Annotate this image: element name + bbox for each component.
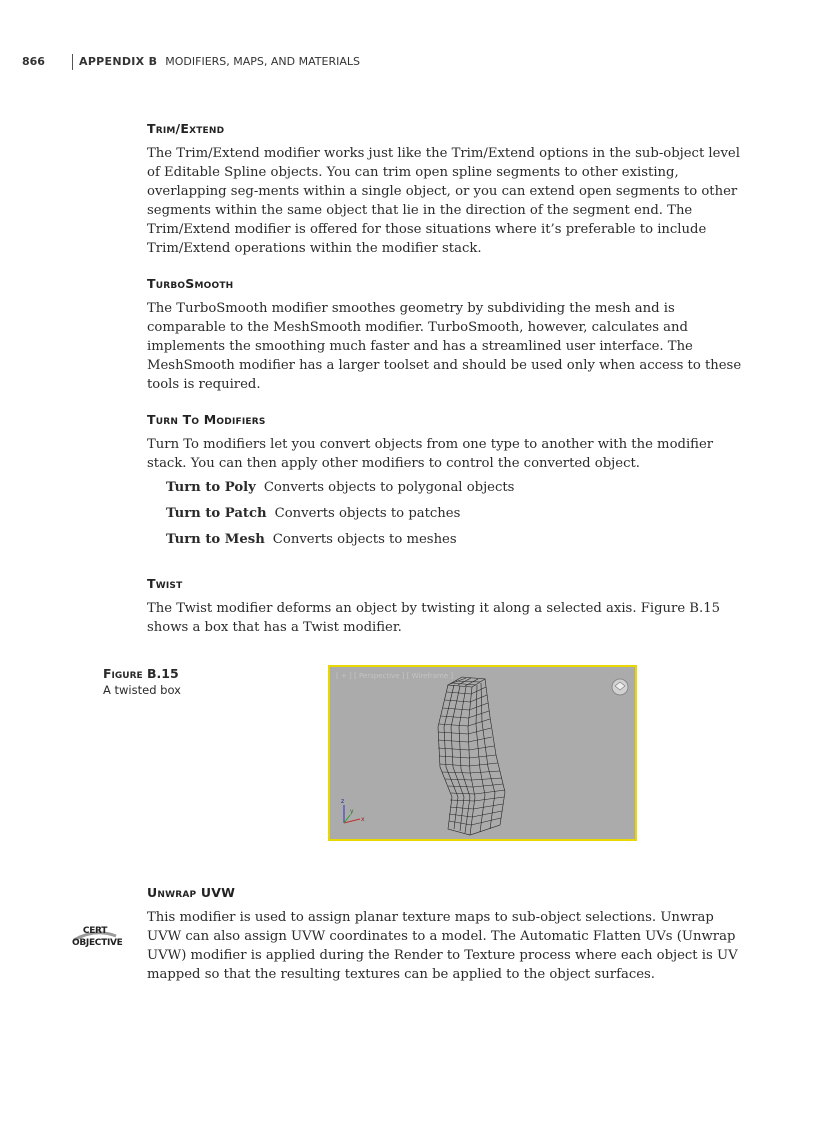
- list-item: [166, 530, 747, 549]
- figure-caption: A twisted box: [103, 683, 181, 697]
- heading-unwrap: Unwrap UVW: [147, 885, 236, 900]
- paragraph-turn-to: Turn To modifiers let you convert objects from one type to another with the modifier stack. You can then apply other modifiers to control the converted object.: [147, 437, 714, 471]
- viewcube-icon: [612, 679, 628, 695]
- section-turbosmooth: [147, 275, 747, 394]
- heading-turn-to: Turn To Modifiers: [147, 412, 266, 427]
- heading-twist: Twist: [147, 576, 183, 591]
- turn-to-list: [166, 478, 747, 549]
- paragraph-trim-extend: The Trim/Extend modifier works just like the Trim/Extend options in the sub-object level of Editable Spline objects. You can trim open spline segments to other existing, overlapping seg-ments within a single object, or you can extend open segments to other segments within the same object that lie in the direction of the segment end. The Trim/Extend modifier is offered for those situations where it’s preferable to include Trim/Extend operations within the modifier stack.: [147, 146, 740, 256]
- list-item: [166, 504, 747, 523]
- paragraph-unwrap: This modifier is used to assign planar texture maps to sub-object selections. Unwrap UVW can also assign UVW coordinates to a model. The Automatic Flatten UVs (Unwrap UVW) modifier is applied during the Render to Texture process where each object is UV mapped so that the resulting textures can be applied to the object surfaces.: [147, 910, 738, 982]
- heading-turbosmooth: TurboSmooth: [147, 276, 234, 291]
- list-term: Turn to Mesh: [166, 532, 265, 547]
- figure-label: [103, 666, 223, 698]
- section-trim-extend: [147, 120, 747, 258]
- list-desc: Converts objects to meshes: [272, 532, 457, 547]
- twisted-box-wireframe: [438, 677, 505, 835]
- list-term: Turn to Poly: [166, 480, 256, 495]
- badge-line2: OBJECTIVE: [72, 938, 123, 948]
- header-divider: [72, 54, 73, 70]
- heading-trim-extend: Trim/Extend: [147, 121, 225, 136]
- axis-x-label: x: [361, 816, 365, 823]
- list-desc: Converts objects to polygonal objects: [263, 480, 515, 495]
- paragraph-twist: The Twist modifier deforms an object by twisting it along a selected axis. Figure B.15 shows a box that has a Twist modifier.: [147, 601, 720, 635]
- section-turn-to: [147, 411, 747, 549]
- axis-y-label: y: [350, 808, 354, 815]
- viewport-label: [ + ] [ Perspective ] [ Wireframe ]: [336, 672, 454, 680]
- paragraph-turbosmooth: The TurboSmooth modifier smoothes geometry by subdividing the mesh and is comparable to the MeshSmooth modifier. TurboSmooth, however, calculates and implements the smoothing much faster and has a streamlined user interface. The MeshSmooth modifier has a larger toolset and should be used only when access to these tools is required.: [147, 301, 742, 392]
- figure-viewport: [328, 665, 637, 841]
- twisted-box-render: [330, 667, 635, 839]
- cert-objective-badge: [72, 920, 123, 956]
- badge-line1: CERT: [82, 926, 108, 936]
- figure-number: Figure B.15: [103, 666, 179, 681]
- axis-z-label: z: [341, 798, 345, 805]
- section-unwrap: [147, 884, 747, 984]
- page-number: 866: [22, 55, 45, 68]
- chapter-title: MODIFIERS, MAPS, AND MATERIALS: [165, 55, 360, 68]
- axis-tripod-icon: [341, 798, 365, 823]
- list-desc: Converts objects to patches: [274, 506, 461, 521]
- running-head: [22, 54, 360, 70]
- section-twist: [147, 575, 747, 637]
- appendix-label: APPENDIX B: [79, 55, 158, 68]
- list-term: Turn to Patch: [166, 506, 267, 521]
- list-item: [166, 478, 747, 497]
